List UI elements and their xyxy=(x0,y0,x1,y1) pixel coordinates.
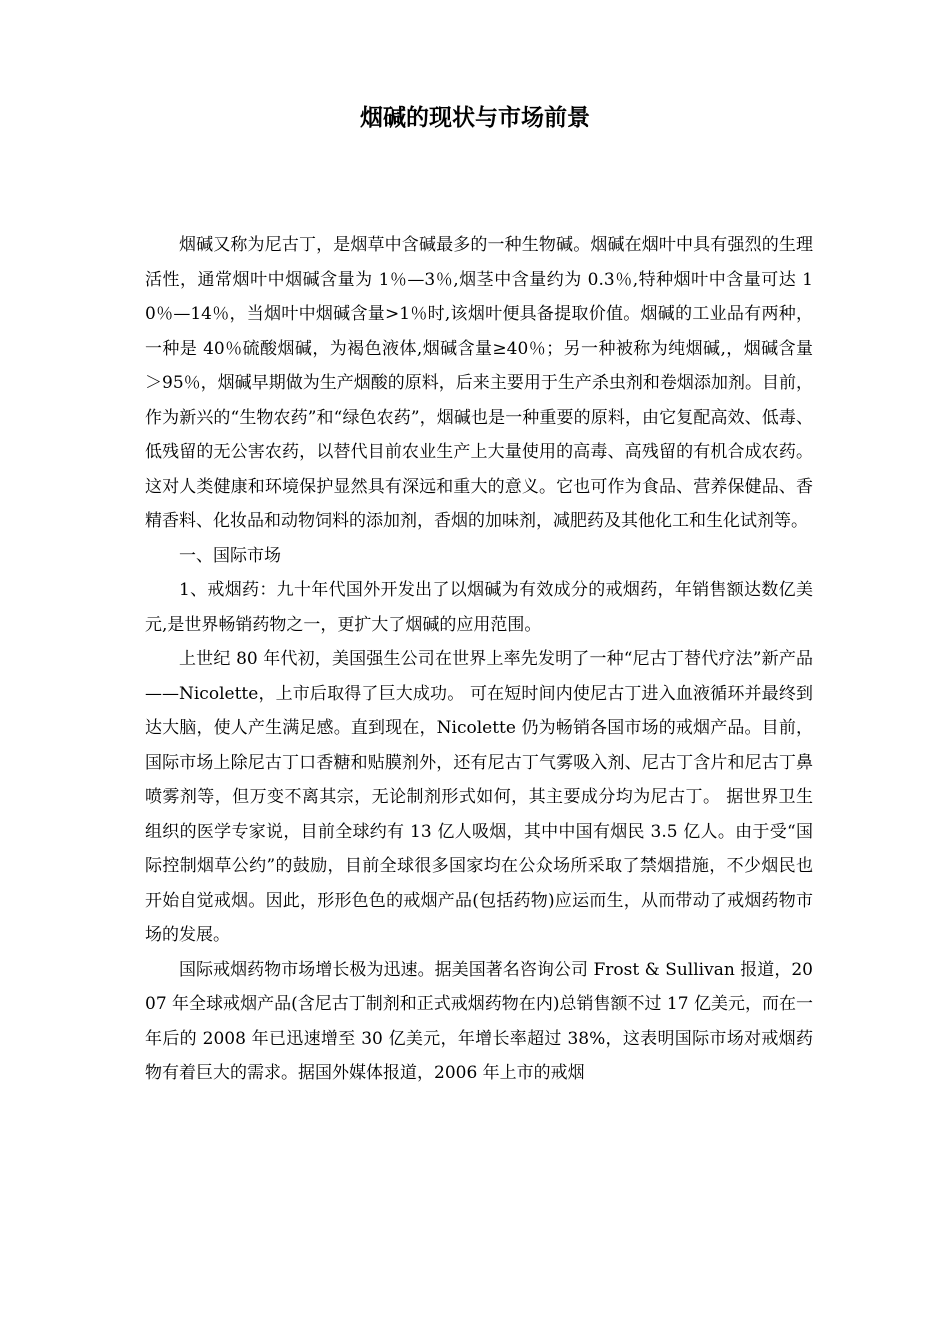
paragraph-nicolette-history: 上世纪 80 年代初，美国强生公司在世界上率先发明了一种“尼古丁替代疗法”新产品——Nicolette，上市后取得了巨大成功。 可在短时间内使尼古丁进入血液循环并最终到达大脑，使人产生满足感。直到现在，Nicolette 仍为畅销各国市场的戒烟产品。目前，国际市场上除尼古丁口香糖和贴膜剂外，还有尼古丁气雾吸入剂、尼古丁含片和尼古丁鼻喷雾剂等，但万变不离其宗，无论制剂形式如何，其主要成分均为尼古丁。 据世界卫生组织的医学专家说，目前全球约有 13 亿人吸烟，其中中国有烟民 3.5 亿人。由于受“国际控制烟草公约”的鼓励，目前全球很多国家均在公众场所采取了禁烟措施，不少烟民也开始自觉戒烟。因此，形形色色的戒烟产品(包括药物)应运而生，从而带动了戒烟药物市场的发展。 xyxy=(145,649,813,945)
document-body xyxy=(145,228,813,1091)
paragraph-intro: 烟碱又称为尼古丁，是烟草中含碱最多的一种生物碱。烟碱在烟叶中具有强烈的生理活性，通常烟叶中烟碱含量为 1％—3％,烟茎中含量约为 0.3％,特种烟叶中含量可达 10％—14％，当烟叶中烟碱含量>1％时,该烟叶便具备提取价值。烟碱的工业品有两种，一种是 40％硫酸烟碱，为褐色液体,烟碱含量≥40％；另一种被称为纯烟碱,，烟碱含量＞95％，烟碱早期做为生产烟酸的原料，后来主要用于生产杀虫剂和卷烟添加剂。目前，作为新兴的“生物农药”和“绿色农药”，烟碱也是一种重要的原料，由它复配高效、低毒、低残留的无公害农药，以替代目前农业生产上大量使用的高毒、高残留的有机合成农药。这对人类健康和环境保护显然具有深远和重大的意义。它也可作为食品、营养保健品、香精香料、化妆品和动物饲料的添加剂，香烟的加味剂，减肥药及其他化工和生化试剂等。 xyxy=(145,235,813,531)
section-heading-international-market: 一、国际市场 xyxy=(179,545,281,566)
paragraph-market-growth: 国际戒烟药物市场增长极为迅速。据美国著名咨询公司 Frost & Sullivan 报道，2007 年全球戒烟产品(含尼古丁制剂和正式戒烟药物在内)总销售额不过 17 亿美元，而在一年后的 2008 年已迅速增至 30 亿美元，年增长率超过 38%，这表明国际市场对戒烟药物有着巨大的需求。据国外媒体报道，2006 年上市的戒烟 xyxy=(145,959,813,1083)
paragraph-smoking-cessation-drugs: 1、戒烟药：九十年代国外开发出了以烟碱为有效成分的戒烟药，年销售额达数亿美元,是世界畅销药物之一，更扩大了烟碱的应用范围。 xyxy=(145,580,813,635)
page-title: 烟碱的现状与市场前景 xyxy=(360,105,590,131)
